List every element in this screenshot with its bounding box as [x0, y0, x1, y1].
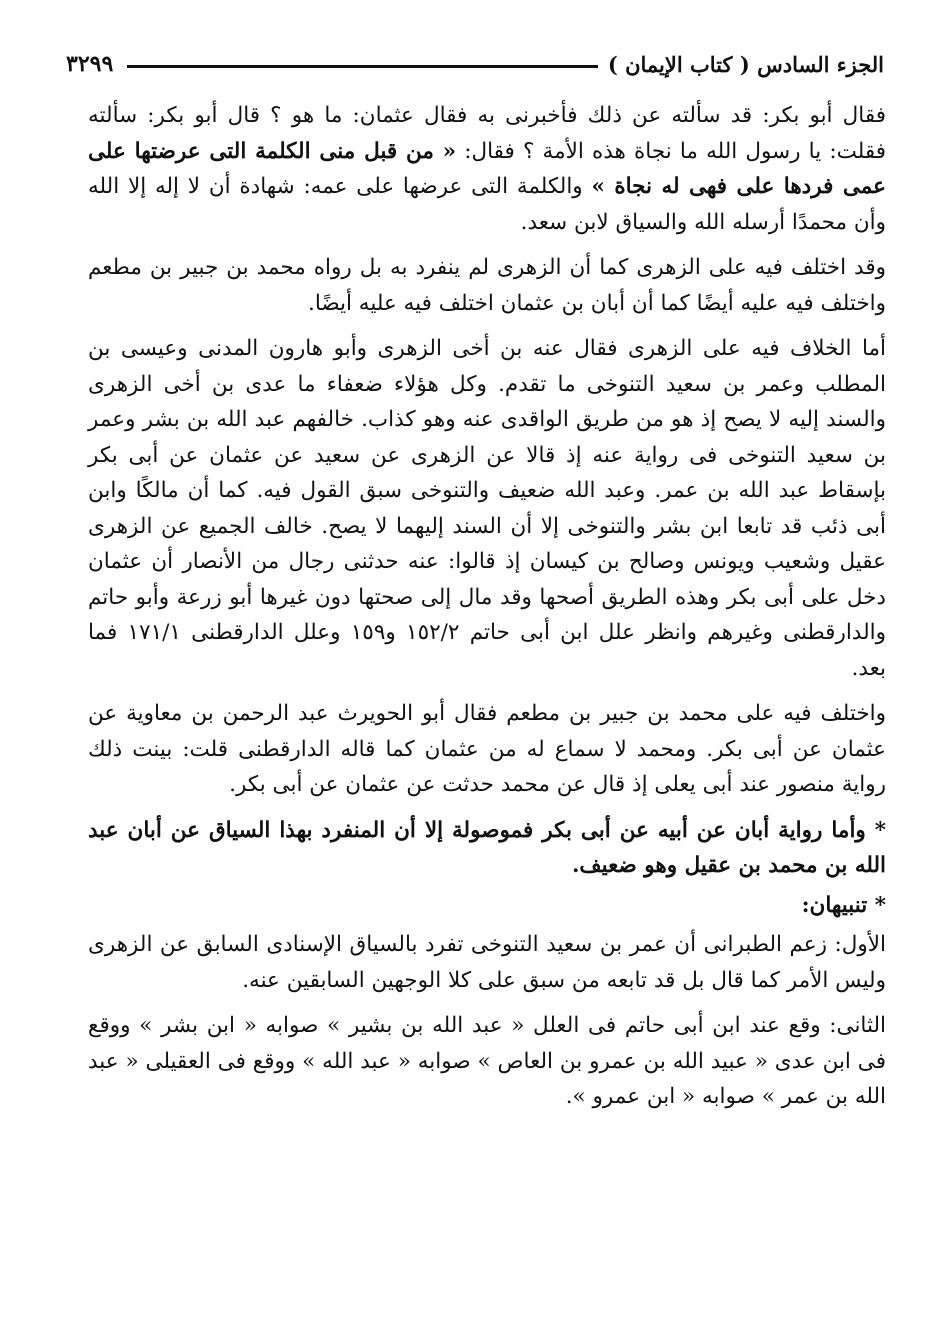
- section-heading: * تنبيهان:: [801, 892, 886, 918]
- page-number: ٣٢٩٩: [66, 51, 114, 77]
- hadith-quote: « من قبل منى الكلمة التى عرضتها على عمى فردها على فهى له نجاة »: [88, 138, 887, 199]
- running-title: الجزء السادس ( كتاب الإيمان ): [607, 51, 884, 77]
- body-text: [88, 98, 886, 1125]
- paragraph-first-note: الأول: زعم الطبرانى أن عمر بن سعيد التنوخى تفرد بالسياق الإسنادى السابق عن الزهرى وليس الأمر كما قال بل قد تابعه من سبق على كلا الوجهين السابقين عنه.: [88, 932, 886, 993]
- paragraph-5: * وأما رواية أبان عن أبيه عن أبى بكر فموصولة إلا أن المنفرد بهذا السياق عن أبان عبد الله بن محمد بن عقيل وهو ضعيف.: [88, 817, 886, 878]
- paragraph-1-text-a: فقال أبو بكر: قد سألته عن ذلك فأخبرنى به فقال عثمان: ما هو ؟ قال أبو بكر: سألته فقلت: يا رسول الله ما نجاة هذه الأمة ؟ فقال:: [88, 103, 886, 164]
- header-rule: [127, 65, 598, 68]
- paragraph-2: وقد اختلف فيه على الزهرى كما أن الزهرى لم ينفرد به بل رواه محمد بن جبير بن مطعم واختلف فيه عليه أيضًا كما أن أبان بن عثمان اختلف فيه عليه أيضًا.: [88, 255, 886, 316]
- paragraph-second-note: الثانى: وقع عند ابن أبى حاتم فى العلل « عبد الله بن بشير » صوابه « ابن بشر » ووقع فى ابن عدى « عبيد الله بن عمرو بن العاص » صوابه « عبد الله » ووقع فى العقيلى « عبد الله بن عمر » صوابه « ابن عمرو ».: [88, 1013, 886, 1109]
- paragraph-3: أما الخلاف فيه على الزهرى فقال عنه بن أخى الزهرى وأبو هارون المدنى وعيسى بن المطلب وعمر بن سعيد التنوخى ما تقدم. وكل هؤلاء ضعفاء ما عدى بن أخى الزهرى والسند إليه لا يصح إذ هو من طريق الواقدى عنه وهو كذاب. خالفهم عبد الله بن بشر وعمر بن سعيد التنوخى فى رواية عنه إذ قالا عن الزهرى عن سعيد عن عثمان عن أبى بكر بإسقاط عبد الله بن عمر. وعبد الله ضعيف والتنوخى سبق القول فيه. كما أن مالكًا وابن أبى ذئب قد تابعا ابن بشر والتنوخى إلا أن السند إليهما لا يصح. خالف الجميع عن الزهرى عقيل وشعيب ويونس وصالح بن كيسان إذ قالوا: عنه حدثنى رجال من الأنصار أن عثمان دخل على أبى بكر وهذه الطريق أصحها وقد مال إلى صحتها دون غيرها أبو زرعة وأبو حاتم والدارقطنى وغيرهم وانظر علل ابن أبى حاتم ١٥٢/٢ و١٥٩ وعلل الدارقطنى ١٧١/١ فما بعد.: [88, 336, 887, 681]
- page-header: [66, 46, 884, 82]
- paragraph-1: [88, 98, 886, 240]
- paragraph-4: واختلف فيه على محمد بن جبير بن مطعم فقال أبو الحويرث عبد الرحمن بن معاوية عن عثمان عن أبى بكر. ومحمد لا سماع له من عثمان كما قاله الدارقطنى قلت: بينت ذلك رواية منصور عند أبى يعلى إذ قال عن محمد حدثت عن عثمان عن أبى بكر.: [88, 701, 886, 797]
- paragraph-1-text-b: والكلمة التى عرضها على عمه: شهادة أن لا إله إلا الله وأن محمدًا أرسله الله والسياق لابن سعد.: [88, 174, 886, 235]
